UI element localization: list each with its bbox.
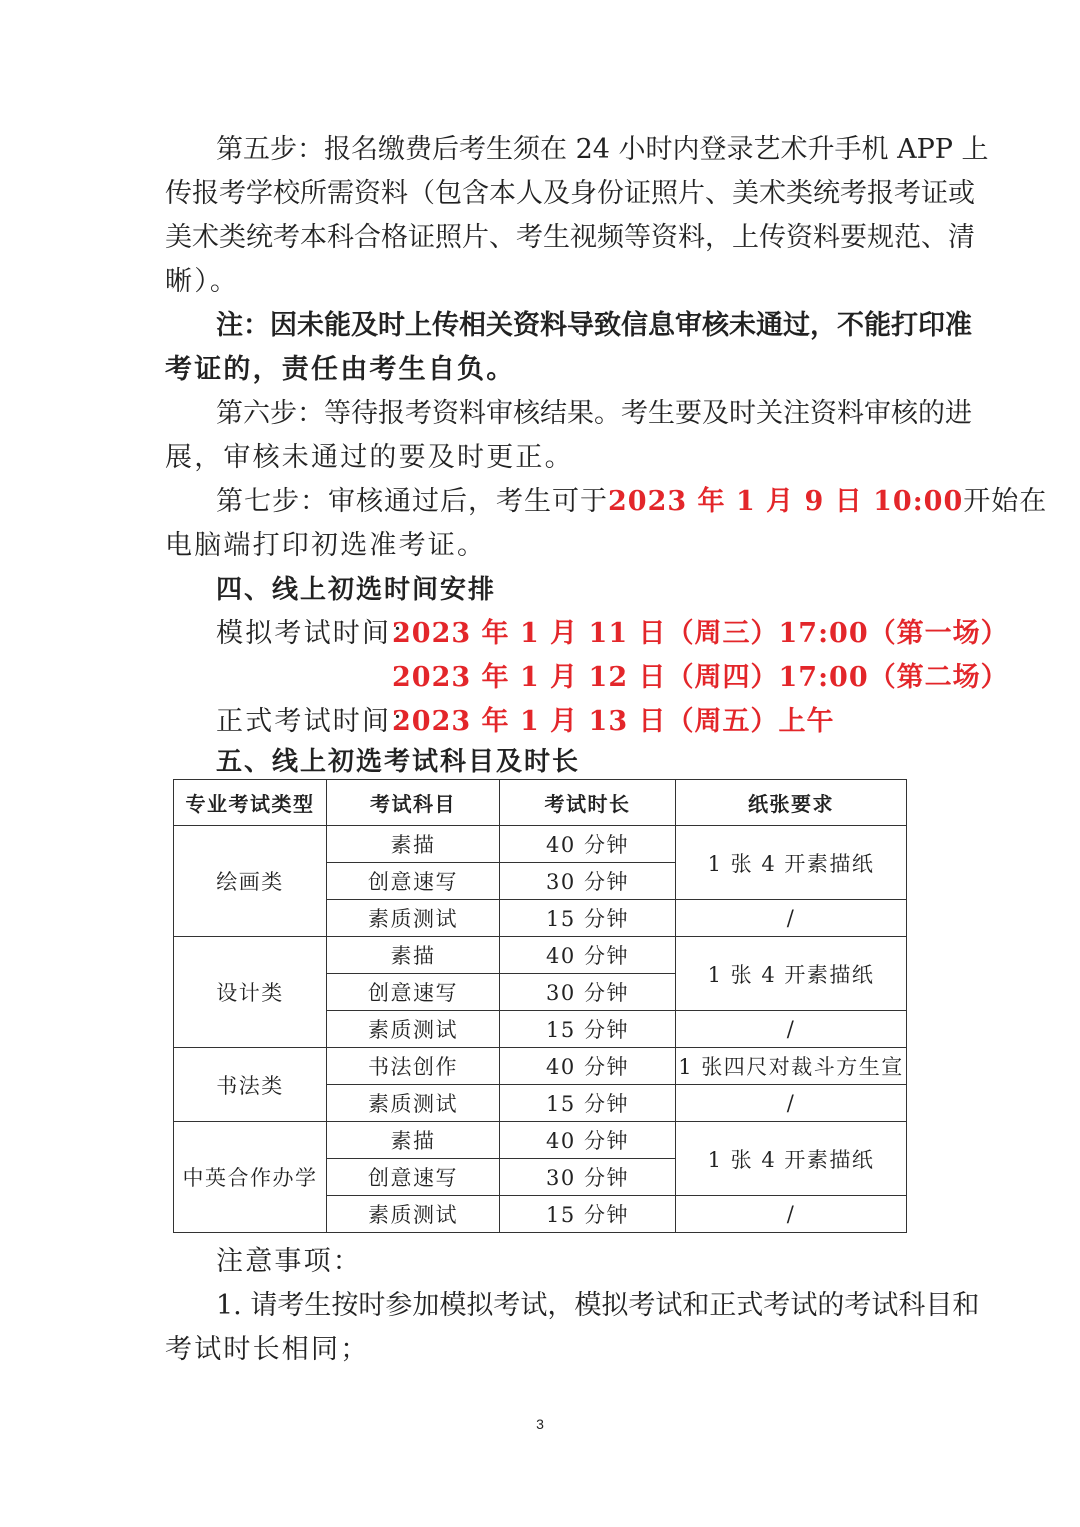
paper-cell: 1 张四尺对裁斗方生宣: [676, 1048, 907, 1085]
paper-cell: /: [676, 1196, 907, 1233]
notes-title: 注意事项：: [216, 1246, 362, 1277]
step6-line-1: 第六步：等待报考资料审核结果。考生要及时关注资料审核的进: [216, 398, 972, 429]
subject-cell: 素质测试: [327, 900, 500, 937]
note-line-1: 注：因未能及时上传相关资料导致信息审核未通过，不能打印准: [216, 310, 972, 341]
header-paper: 纸张要求: [676, 780, 907, 826]
header-type: 专业考试类型: [174, 780, 327, 826]
subject-cell: 素质测试: [327, 1196, 500, 1233]
step6-line-2: 展，审核未通过的要及时更正。: [165, 442, 574, 473]
step7-line-1: [216, 480, 1048, 524]
subject-cell: 素质测试: [327, 1085, 500, 1122]
step5-line-3: 美术类统考本科合格证照片、考生视频等资料，上传资料要规范、清: [165, 222, 975, 253]
subject-cell: 素描: [327, 937, 500, 974]
subject-cell: 素描: [327, 826, 500, 863]
subject-cell: 书法创作: [327, 1048, 500, 1085]
duration-cell: 40 分钟: [500, 826, 676, 863]
duration-cell: 15 分钟: [500, 1085, 676, 1122]
duration-cell: 15 分钟: [500, 900, 676, 937]
duration-cell: 30 分钟: [500, 974, 676, 1011]
mock-exam-label: 模拟考试时间：: [216, 618, 421, 649]
table-row: [174, 1048, 907, 1085]
header-subject: 考试科目: [327, 780, 500, 826]
step5-line-4: 晰）。: [165, 266, 240, 297]
duration-cell: 30 分钟: [500, 1159, 676, 1196]
subject-cell: 创意速写: [327, 863, 500, 900]
paper-cell: 1 张 4 开素描纸: [676, 1122, 907, 1196]
exam-type-cell: 书法类: [174, 1048, 327, 1122]
duration-cell: 40 分钟: [500, 1048, 676, 1085]
mock-exam-time-2: 2023 年 1 月 12 日（周四）17:00（第二场）: [392, 662, 1009, 693]
exam-type-cell: 设计类: [174, 937, 327, 1048]
page-number: 3: [536, 1416, 544, 1432]
table-row: [174, 937, 907, 974]
exam-type-cell: 绘画类: [174, 826, 327, 937]
duration-cell: 40 分钟: [500, 937, 676, 974]
paper-cell: /: [676, 900, 907, 937]
step5-line-1: 第五步：报名缴费后考生须在 24 小时内登录艺术升手机 APP 上: [216, 134, 989, 165]
paper-cell: 1 张 4 开素描纸: [676, 826, 907, 900]
duration-cell: 30 分钟: [500, 863, 676, 900]
note-line-2: 考证的，责任由考生自负。: [165, 354, 516, 385]
subject-cell: 素描: [327, 1122, 500, 1159]
paper-cell: /: [676, 1085, 907, 1122]
step7-line-2: 电脑端打印初选准考证。: [165, 530, 487, 561]
duration-cell: 15 分钟: [500, 1011, 676, 1048]
note-item-1-line-1: 1. 请考生按时参加模拟考试，模拟考试和正式考试的考试科目和: [216, 1290, 980, 1321]
header-duration: 考试时长: [500, 780, 676, 826]
section5-heading: 五、线上初选考试科目及时长: [216, 747, 581, 777]
formal-exam-label: 正式考试时间：: [216, 706, 421, 737]
duration-cell: 40 分钟: [500, 1122, 676, 1159]
table-row: [174, 1122, 907, 1159]
step7-print-time: 2023 年 1 月 9 日 10:00: [608, 486, 964, 517]
formal-exam-time: 2023 年 1 月 13 日（周五）上午: [392, 706, 835, 737]
mock-exam-time-1: 2023 年 1 月 11 日（周三）17:00（第一场）: [392, 618, 1009, 649]
note-item-1-line-2: 考试时长相同；: [165, 1334, 370, 1365]
paper-cell: 1 张 4 开素描纸: [676, 937, 907, 1011]
step7-prefix: 第七步：审核通过后，考生可于: [216, 486, 608, 517]
exam-type-cell: 中英合作办学: [174, 1122, 327, 1233]
subject-cell: 创意速写: [327, 974, 500, 1011]
subject-cell: 创意速写: [327, 1159, 500, 1196]
step5-line-2: 传报考学校所需资料（包含本人及身份证照片、美术类统考报考证或: [165, 178, 975, 209]
table-header-row: [174, 780, 907, 826]
section4-heading: 四、线上初选时间安排: [216, 575, 497, 605]
subject-cell: 素质测试: [327, 1011, 500, 1048]
step7-suffix: 开始在: [963, 486, 1048, 517]
paper-cell: /: [676, 1011, 907, 1048]
table-row: [174, 826, 907, 863]
duration-cell: 15 分钟: [500, 1196, 676, 1233]
exam-subjects-table: [173, 779, 907, 1233]
